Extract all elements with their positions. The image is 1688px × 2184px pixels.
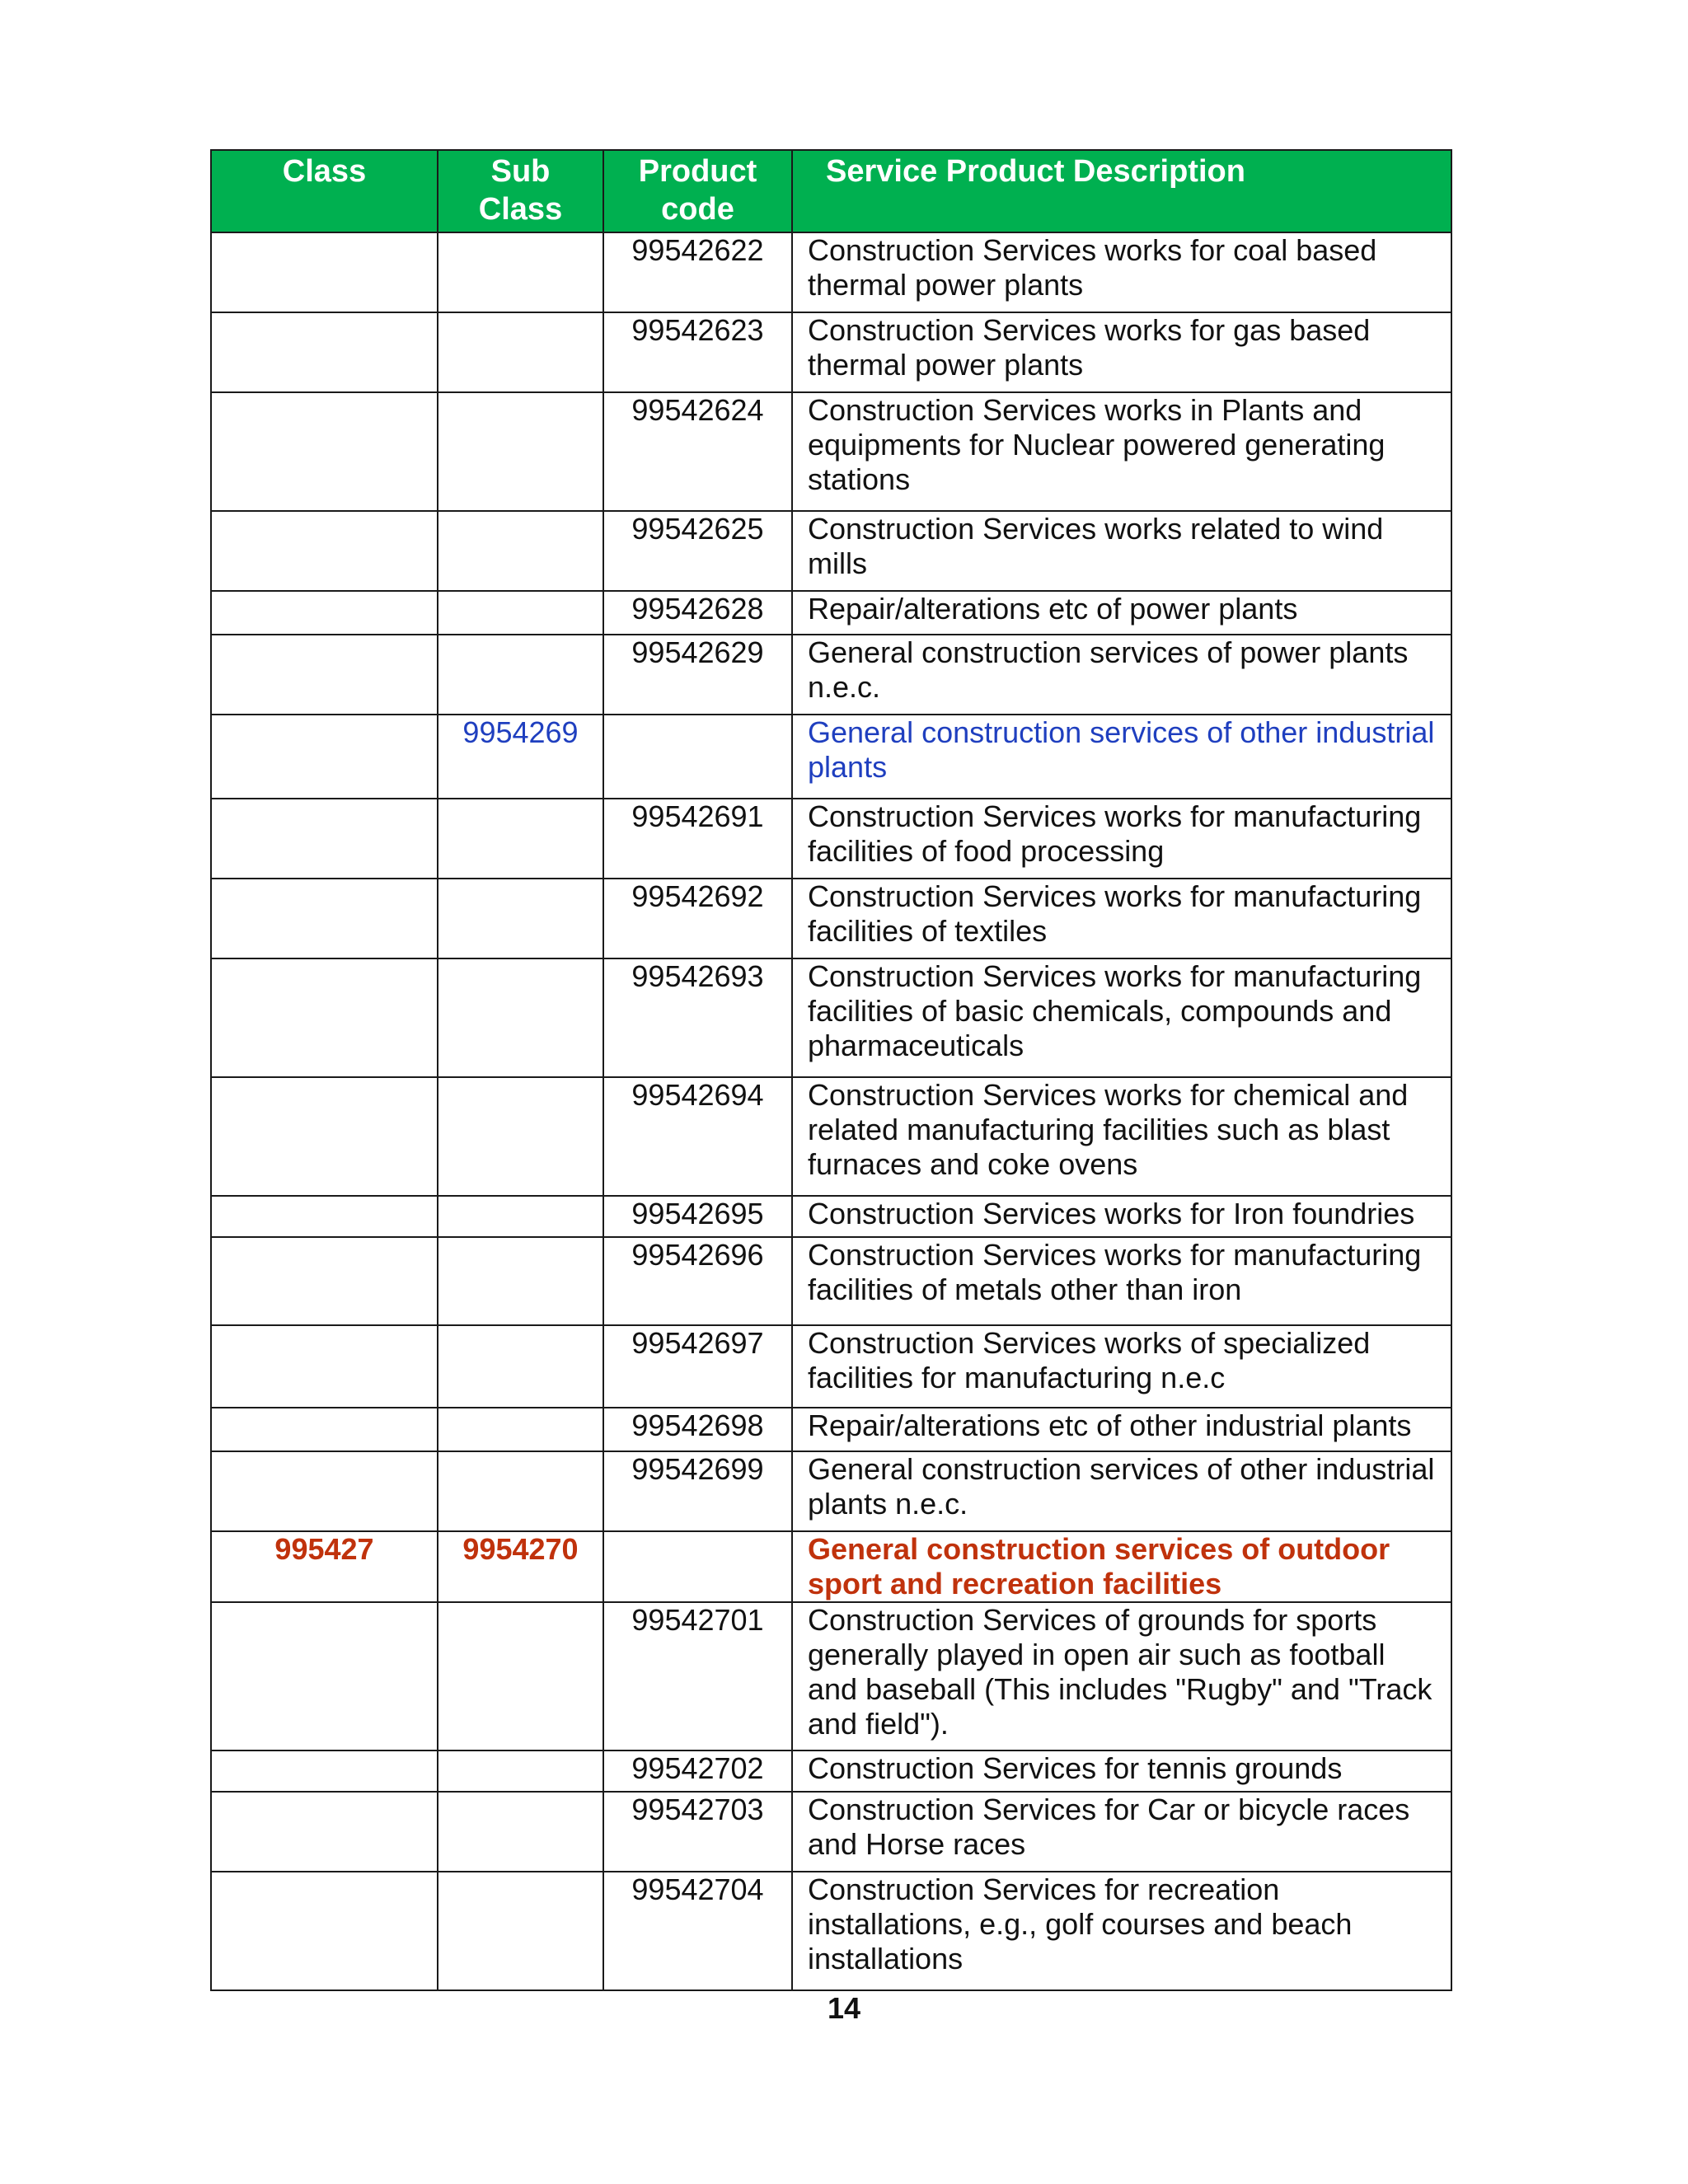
class-cell [211,958,438,1077]
class-cell [211,879,438,958]
table-row [211,1602,1451,1750]
sub-class-cell [438,232,603,312]
sub-class-cell [438,958,603,1077]
product-code-cell: 99542703 [603,1792,792,1872]
product-code-cell: 99542622 [603,232,792,312]
class-cell [211,799,438,879]
description-cell: Construction Services works for manufacturing facilities of textiles [792,879,1451,958]
header-product-code: Product code [603,150,792,232]
sub-class-cell [438,635,603,715]
product-code-cell: 99542695 [603,1196,792,1237]
table-row [211,312,1451,392]
product-code-cell: 99542693 [603,958,792,1077]
product-code-cell [603,1531,792,1602]
product-code-cell: 99542623 [603,312,792,392]
table-row [211,392,1451,511]
table-row [211,879,1451,958]
sub-class-cell [438,1196,603,1237]
description-cell: Construction Services of grounds for sports generally played in open air such as football and baseball (This includes "Rugby" and "Track and field"). [792,1602,1451,1750]
class-cell: 995427 [211,1531,438,1602]
product-code-cell: 99542704 [603,1872,792,1990]
description-cell: General construction services of outdoor sport and recreation facilities [792,1531,1451,1602]
table-row [211,1325,1451,1408]
sub-class-cell [438,1602,603,1750]
product-code-cell: 99542701 [603,1602,792,1750]
table-row [211,591,1451,635]
class-cell [211,1325,438,1408]
table-row [211,1750,1451,1792]
table-row [211,1792,1451,1872]
table-row [211,1237,1451,1325]
description-cell: Construction Services for recreation installations, e.g., golf courses and beach installations [792,1872,1451,1990]
product-code-cell: 99542698 [603,1408,792,1451]
product-code-cell: 99542629 [603,635,792,715]
table-row [211,1408,1451,1451]
description-cell: Construction Services works in Plants and equipments for Nuclear powered generating stations [792,392,1451,511]
product-code-cell: 99542628 [603,591,792,635]
sub-class-cell: 9954269 [438,715,603,799]
product-code-cell: 99542694 [603,1077,792,1196]
product-code-cell: 99542702 [603,1750,792,1792]
description-cell: Construction Services works for chemical and related manufacturing facilities such as blast furnaces and coke ovens [792,1077,1451,1196]
class-cell [211,1792,438,1872]
class-cell [211,392,438,511]
table-row [211,1872,1451,1990]
description-cell: General construction services of other industrial plants n.e.c. [792,1451,1451,1531]
description-cell: General construction services of power plants n.e.c. [792,635,1451,715]
sub-class-cell [438,1451,603,1531]
sub-class-cell [438,879,603,958]
table-row [211,1196,1451,1237]
table-row [211,799,1451,879]
class-cell [211,511,438,591]
product-code-cell: 99542696 [603,1237,792,1325]
description-cell: Repair/alterations etc of power plants [792,591,1451,635]
table-row [211,958,1451,1077]
sac-code-table [210,149,1452,1991]
class-cell [211,1408,438,1451]
sub-class-cell [438,591,603,635]
class-cell [211,1237,438,1325]
description-cell: Construction Services works for manufacturing facilities of metals other than iron [792,1237,1451,1325]
page-number: 14 [827,1991,861,2025]
description-cell: Repair/alterations etc of other industrial plants [792,1408,1451,1451]
description-cell: Construction Services works for gas based thermal power plants [792,312,1451,392]
table-row [211,1531,1451,1602]
description-cell: Construction Services works related to wind mills [792,511,1451,591]
product-code-cell: 99542692 [603,879,792,958]
product-code-cell: 99542625 [603,511,792,591]
product-code-cell: 99542691 [603,799,792,879]
class-cell [211,312,438,392]
description-cell: Construction Services works for Iron foundries [792,1196,1451,1237]
description-cell: Construction Services works for coal based thermal power plants [792,232,1451,312]
description-cell: Construction Services for tennis grounds [792,1750,1451,1792]
product-code-cell: 99542699 [603,1451,792,1531]
description-cell: Construction Services works for manufacturing facilities of basic chemicals, compounds and pharmaceuticals [792,958,1451,1077]
description-cell: Construction Services works for manufacturing facilities of food processing [792,799,1451,879]
class-cell [211,591,438,635]
sub-class-cell [438,1408,603,1451]
class-cell [211,1602,438,1750]
sub-class-cell [438,392,603,511]
table-row [211,715,1451,799]
sub-class-cell [438,1872,603,1990]
sub-class-cell [438,1792,603,1872]
description-cell: Construction Services works of specialized facilities for manufacturing n.e.c [792,1325,1451,1408]
product-code-cell: 99542624 [603,392,792,511]
product-code-cell: 99542697 [603,1325,792,1408]
class-cell [211,635,438,715]
table-row [211,1077,1451,1196]
class-cell [211,1077,438,1196]
description-cell: General construction services of other industrial plants [792,715,1451,799]
class-cell [211,1451,438,1531]
description-cell: Construction Services for Car or bicycle races and Horse races [792,1792,1451,1872]
table-row [211,232,1451,312]
product-code-cell [603,715,792,799]
table-row [211,635,1451,715]
class-cell [211,232,438,312]
table-row [211,511,1451,591]
sub-class-cell [438,511,603,591]
header-class: Class [211,150,438,232]
class-cell [211,1750,438,1792]
class-cell [211,715,438,799]
sub-class-cell [438,799,603,879]
sub-class-cell: 9954270 [438,1531,603,1602]
sub-class-cell [438,1750,603,1792]
class-cell [211,1196,438,1237]
table-row [211,1451,1451,1531]
sub-class-cell [438,1077,603,1196]
sub-class-cell [438,1237,603,1325]
header-sub-class: Sub Class [438,150,603,232]
sub-class-cell [438,1325,603,1408]
sub-class-cell [438,312,603,392]
header-row [211,150,1451,232]
header-description: Service Product Description [792,150,1451,232]
class-cell [211,1872,438,1990]
